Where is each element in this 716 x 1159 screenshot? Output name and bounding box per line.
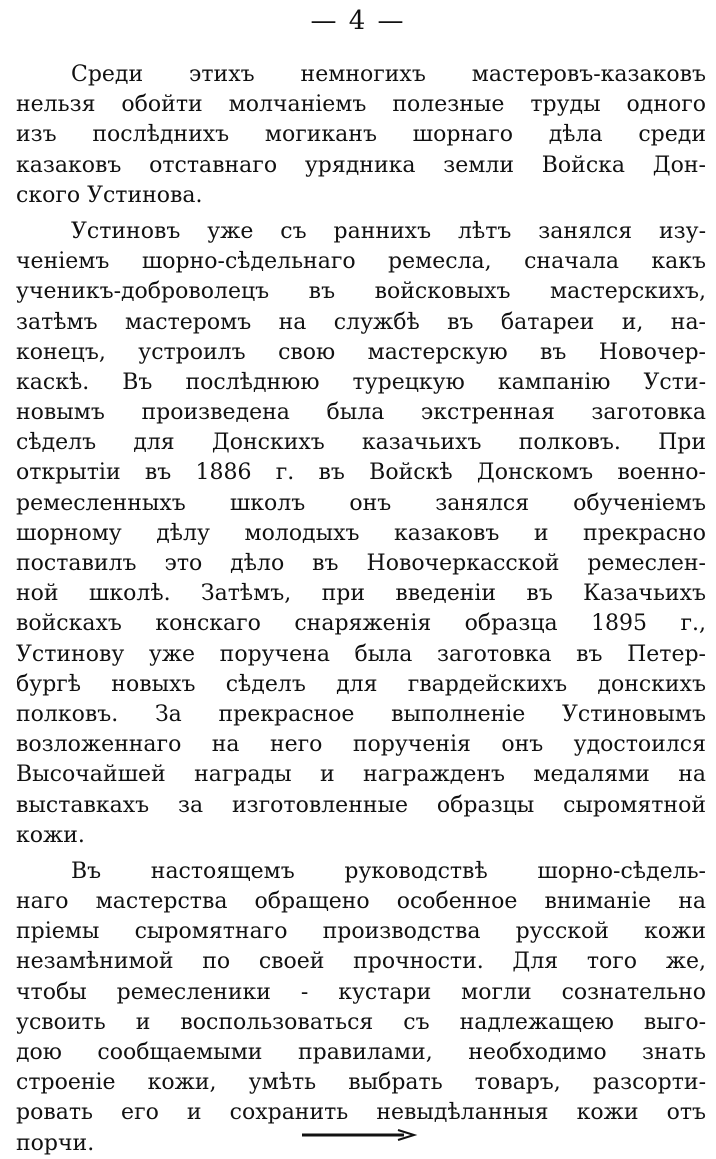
text-line: возложеннаго на него порученія онъ удостоился — [16, 732, 706, 758]
text-line: сѣделъ для Донскихъ казачьихъ полковъ. При — [16, 430, 706, 456]
text-line: ровать его и сохранить невыдѣланныя кожи отъ — [16, 1100, 706, 1126]
paragraph — [16, 217, 706, 851]
page-number: — 4 — — [310, 6, 406, 36]
text-line: войскахъ конскаго снаряженія образца 1895 г., — [16, 611, 706, 637]
text-line: кожи. — [16, 822, 85, 848]
text-line: Устиновъ уже съ раннихъ лѣтъ занялся изу- — [71, 218, 706, 244]
text-line: бургѣ новыхъ сѣделъ для гвардейскихъ донскихъ — [16, 671, 706, 697]
text-line: затѣмъ мастеромъ на службѣ въ батареи и, на- — [16, 309, 706, 335]
text-line: изъ послѣднихъ могиканъ шорнаго дѣла среди — [16, 122, 706, 148]
paragraph — [16, 60, 706, 211]
text-line: ремесленныхъ школъ онъ занялся обученіемъ — [16, 490, 706, 516]
text-line: строеніе кожи, умѣть выбрать товаръ, разсорти- — [16, 1070, 706, 1096]
text-line: шорному дѣлу молодыхъ казаковъ и прекрасно — [16, 520, 706, 546]
text-line: усвоить и воспользоваться съ надлежащею выго- — [16, 1009, 706, 1035]
text-line: конецъ, устроилъ свою мастерскую въ Новочер- — [16, 339, 706, 365]
text-line: новымъ произведена была экстренная заготовка — [16, 400, 706, 426]
text-line: выставкахъ за изготовленные образцы сыромятной — [16, 792, 706, 818]
text-line: нельзя обойти молчаніемъ полезные труды одного — [16, 92, 706, 118]
text-line: Устинову уже поручена была заготовка въ Петер- — [16, 641, 706, 667]
text-line: ной школѣ. Затѣмъ, при введеніи въ Казачьихъ — [16, 581, 706, 607]
paragraph — [16, 857, 706, 1159]
text-line: Въ настоящемъ руководствѣ шорно-сѣдель- — [71, 858, 706, 884]
text-line: ченіемъ шорно-сѣдельнаго ремесла, сначала какъ — [16, 249, 706, 275]
text-line: пріемы сыромятнаго производства русской кожи — [16, 919, 706, 945]
text-line: открытіи въ 1886 г. въ Войскѣ Донскомъ военно- — [16, 460, 706, 486]
text-line: Высочайшей награды и награжденъ медалями на — [16, 762, 706, 788]
text-line: казаковъ отставнаго урядника земли Войска Дон- — [16, 152, 706, 178]
body-text — [16, 60, 706, 1159]
text-line: каскѣ. Въ послѣднюю турецкую кампанію Усти- — [16, 369, 706, 395]
text-line: незамѣнимой по своей прочности. Для того же, — [16, 949, 706, 975]
text-line: дою сообщаемыми правилами, необходимо знать — [16, 1040, 706, 1065]
text-line: наго мастерства обращено особенное вниманіе на — [16, 889, 706, 915]
text-line: полковъ. За прекрасное выполненіе Устиновымъ — [16, 701, 706, 727]
text-line: порчи. — [16, 1130, 95, 1156]
text-line: ского Устинова. — [16, 182, 203, 208]
text-line: чтобы ремесленики - кустари могли сознательно — [16, 979, 706, 1005]
text-line: ученикъ-доброволецъ въ войсковыхъ мастерскихъ, — [16, 279, 706, 305]
text-line: поставилъ это дѣло въ Новочеркасской ремеслен- — [16, 551, 706, 576]
arrow-ornament-icon — [300, 1128, 418, 1142]
text-line: Среди этихъ немногихъ мастеровъ-казаковъ — [71, 62, 706, 87]
